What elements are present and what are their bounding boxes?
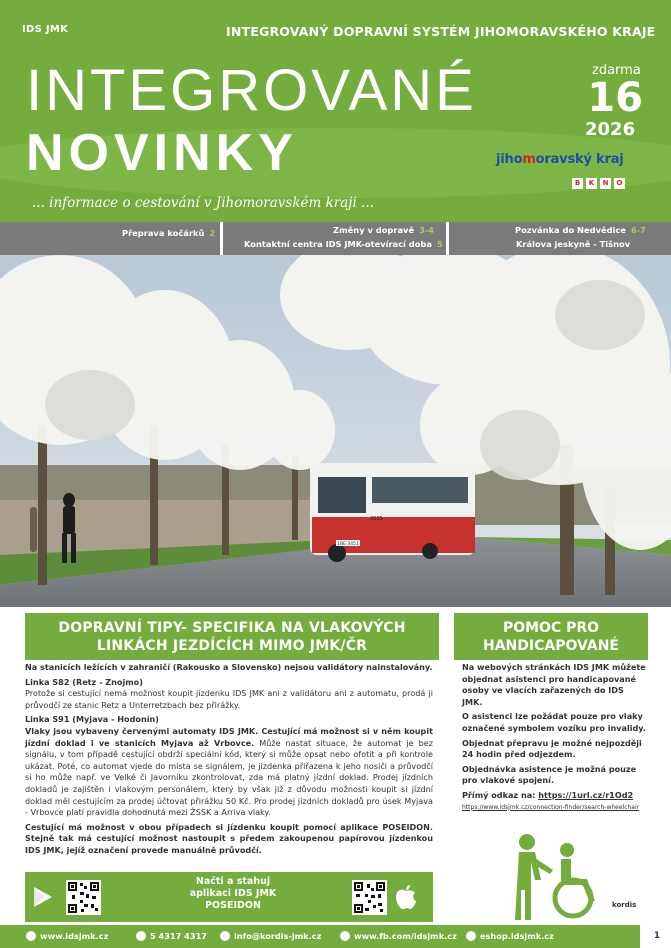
masthead-tagline: INTEGROVANÝ DOPRAVNÍ SYSTÉM JIHOMORAVSKÉHO KRAJE: [226, 24, 656, 39]
article-emphasis: Vlaky jsou vybaveny červenými automaty IDS JMK. Cestující má možnost si v něm koupit jízdní doklad i ve stanicích Myjava až Vrbovce.: [25, 725, 433, 748]
ios-qr-code-icon[interactable]: [352, 880, 387, 915]
android-qr-code-icon[interactable]: [66, 880, 101, 915]
contents-label: Přeprava kočárků: [122, 228, 205, 238]
footer-eshop-link[interactable]: [466, 931, 554, 941]
article-paragraph: Protože si cestující nemá možnost koupit jízdenku IDS JMK ani z validátoru ani z automatu, prodá ji průvodčí ze stanic Retz a Unterretzbach bez přirážky.: [25, 688, 433, 710]
article-text: Může nastat situace, že automat je bez signálu, v tom případě cestující obdrží speciální kód, který si může opsat nebo ofotit a při kontrole ukázat. Poté, co automat vjede do místa se signálem, je jízdenka přiřazena k jeho nosiči a průvodčí si ho může např. ve Velké či Javorníku zkontrolovat, zda má platný jízdní doklad. Prodej jízdních dokladů je zajištěn i vlakovým personálem, který by však již z důvodu možnosti koupit si jízdní doklad měl cestujícím za prodej účtovat přirážku 50 Kč. Pro prodej jízdních dokladů pro úsek Myjava - Vrbovce platí pravidla dohodnutá mezi ŽSSK a Arriva vlaky.: [25, 737, 433, 818]
footer-web-link[interactable]: [26, 931, 108, 941]
apple-icon[interactable]: [395, 884, 417, 910]
sidebar-paragraph: Na webových stránkách IDS JMK můžete objednat asistenci pro handicapované osoby ve vlacích zařazených do IDS JMK.: [462, 662, 646, 707]
issue-year: 2026: [585, 119, 636, 140]
article-title: DOPRAVNÍ TIPY- SPECIFIKA NA VLAKOVÝCH LINKÁCH JEZDÍCÍCH MIMO JMK/ČR: [25, 613, 439, 660]
article-paragraph: [25, 726, 433, 819]
article-intro: Na stanicích ležících v zahraničí (Rakousko a Slovensko) nejsou validátory nainstalovány.: [25, 662, 433, 672]
region-flags: [572, 178, 625, 189]
region-flag: N: [600, 178, 611, 189]
region-logo: [496, 152, 624, 167]
region-flag: K: [586, 178, 597, 189]
divider: [220, 222, 223, 255]
cart-icon: [466, 931, 476, 941]
bus-number: 3635: [370, 516, 383, 522]
app-promo-line: Načti a stahuj: [195, 876, 271, 887]
article-body: [25, 662, 433, 860]
divider: [446, 222, 449, 255]
contents-label: Pozvánka do Nedvědice: [515, 225, 626, 235]
contents-item-cave[interactable]: [516, 239, 630, 249]
contents-item-centers[interactable]: [244, 239, 443, 249]
region-logo-part-b: m: [522, 152, 536, 167]
sidebar-body: [462, 662, 646, 816]
footer-phone-text: 5 4317 4317: [150, 931, 207, 941]
article-heading-s91: Linka S91 (Myjava - Hodonín): [25, 714, 159, 725]
article-conclusion: Cestující má možnost v obou případech si jízdenku koupit pomocí aplikace POSEIDON. Stejně tak má cestující možnost nastoupit s předem zakoupenou papírovou jízdenkou IDS JMK, jejíž označení provede manuálně průvodčí.: [25, 821, 433, 855]
wheelchair-assist-icon: [505, 832, 615, 922]
app-promo-line: POSEIDON: [205, 900, 261, 911]
sidebar-link-label: Přímý odkaz na:: [462, 789, 539, 800]
sidebar-paragraph: Objednávka asistence je možná pouze pro vlakové spojení.: [462, 763, 637, 786]
footer-eshop-text: eshop.idsjmk.cz: [480, 931, 554, 941]
contents-label: Změny v dopravě: [333, 225, 415, 235]
bus-plate: 1BE 3451: [337, 542, 359, 547]
issue-number: 16: [587, 75, 643, 121]
region-logo-part-a: jiho: [496, 152, 523, 167]
region-flag: B: [572, 178, 583, 189]
contents-page: 6-7: [630, 225, 646, 235]
phone-icon: [136, 931, 146, 941]
footer-bar: [0, 925, 671, 948]
google-play-icon[interactable]: [33, 886, 53, 908]
region-logo-part-c: oravský kraj: [535, 152, 624, 167]
contents-item-nedvedice[interactable]: [515, 225, 646, 235]
subtitle: ... informace o cestování v Jihomoravském kraji ...: [32, 195, 374, 211]
contents-bar: [0, 222, 671, 255]
ids-jmk-logo: IDS JMK: [22, 24, 69, 35]
footer-facebook-text: www.fb.com/idsjmk.cz: [354, 931, 457, 941]
kordis-logo: kordis: [612, 901, 637, 909]
sidebar-paragraph: Objednat přepravu je možné nejpozději 24 hodin před odjezdem.: [462, 737, 642, 760]
footer-phone[interactable]: [136, 931, 207, 941]
app-promo-bar: [25, 872, 433, 922]
sidebar-full-link[interactable]: https://www.idsjmk.cz/connection-finder/search-wheelchair: [462, 803, 640, 811]
footer-email-link[interactable]: [220, 931, 321, 941]
sidebar-link-line: [462, 790, 646, 802]
cover-photo: [0, 255, 671, 607]
article-heading-s82: Linka S82 (Retz - Znojmo): [25, 676, 143, 687]
page-number: 1: [654, 931, 660, 941]
bus: [310, 463, 475, 562]
facebook-icon: [340, 931, 350, 941]
globe-icon: [26, 931, 36, 941]
contents-page: 2: [209, 228, 216, 238]
contents-label: Kontaktní centra IDS JMK-otevírací doba: [244, 239, 432, 249]
contents-label: Králova jeskyně - Tišnov: [516, 239, 631, 249]
footer-email-text: info@kordis-jmk.cz: [234, 931, 322, 941]
blossom-street-illustration: [0, 255, 671, 607]
footer-facebook-link[interactable]: [340, 931, 457, 941]
region-flag: O: [614, 178, 625, 189]
masthead: [0, 0, 671, 222]
app-promo-text: [163, 872, 303, 922]
title-line-1: INTEGROVANÉ: [26, 58, 477, 123]
email-icon: [220, 931, 230, 941]
title-line-2: NOVINKY: [26, 124, 298, 182]
contents-page: 5: [436, 239, 443, 249]
sidebar-paragraph: O asistenci lze požádat pouze pro vlaky označené symbolem vozíku pro invalidy.: [462, 711, 646, 733]
contents-item-stroller[interactable]: [122, 228, 215, 238]
contents-item-changes[interactable]: [333, 225, 434, 235]
app-promo-line: aplikaci IDS JMK: [189, 888, 277, 899]
footer-web-text: www.idsjmk.cz: [40, 931, 109, 941]
sidebar-short-link[interactable]: https://1url.cz/r1Od2: [538, 789, 634, 800]
sidebar-title: POMOC PRO HANDICAPOVANÉ: [454, 613, 648, 660]
contents-page: 3-4: [419, 225, 435, 235]
price-label: zdarma: [592, 63, 641, 78]
